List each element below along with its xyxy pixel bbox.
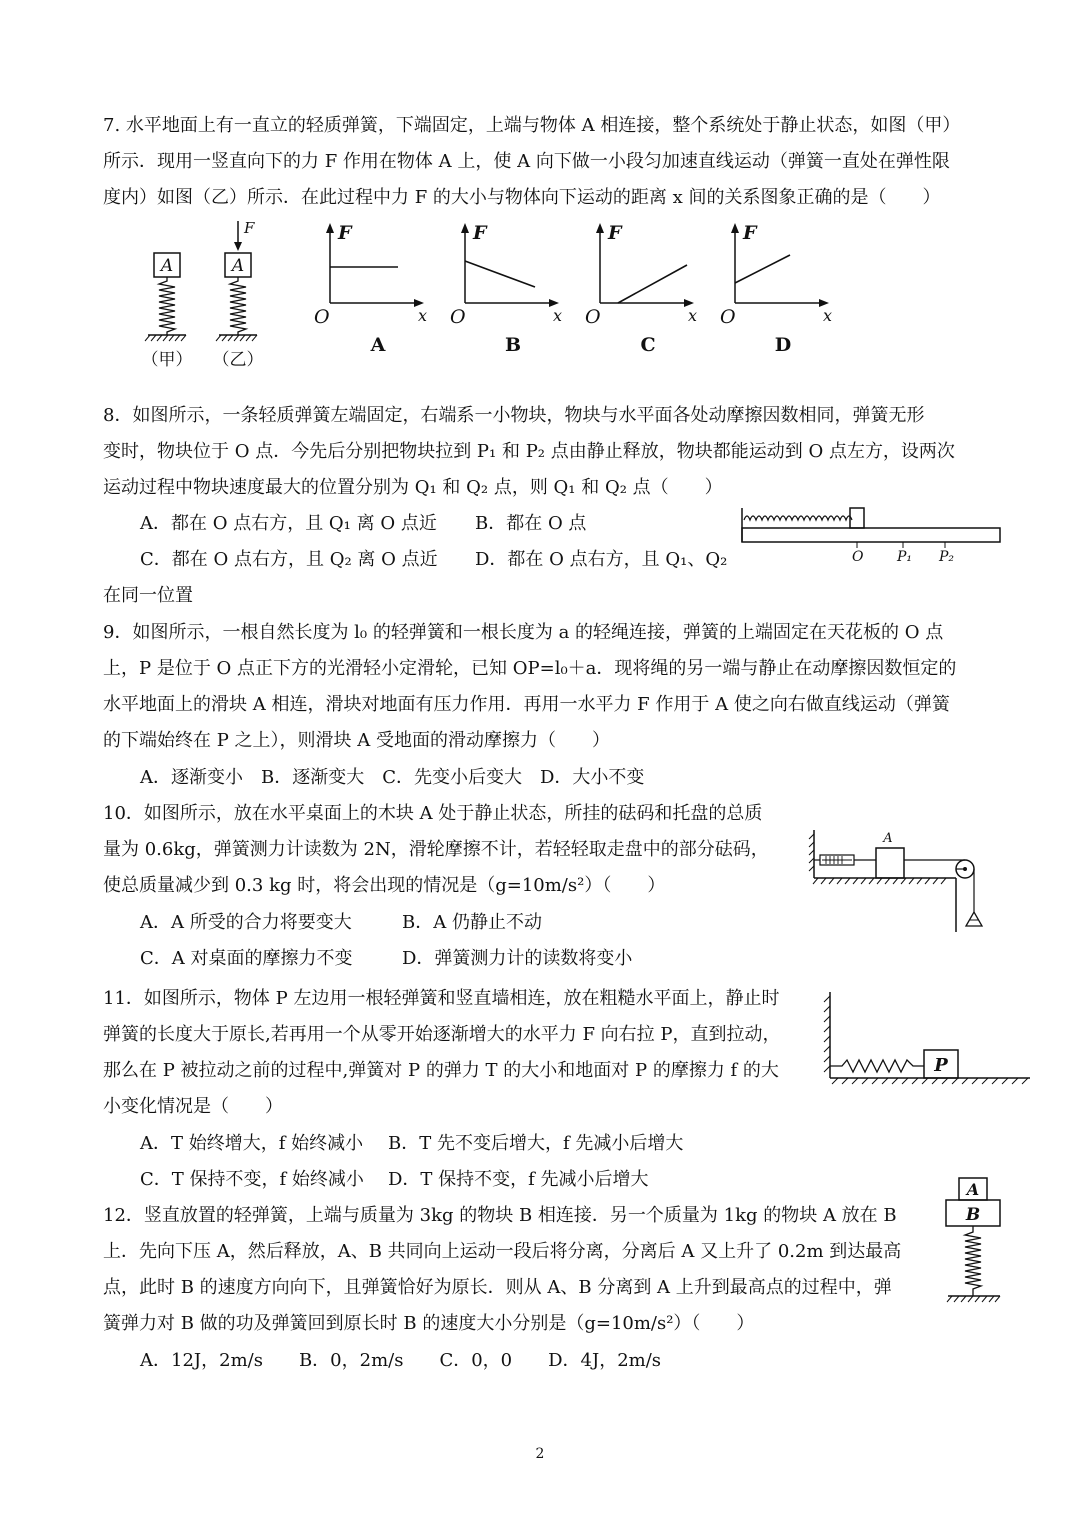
choice-label-c: C [640,334,656,356]
q11-option-c: C．T 保持不变，f 始终减小 [140,1169,364,1190]
q11-option-d: D．T 保持不变，f 先减小后增大 [388,1169,649,1190]
block-a-label: A [966,1180,980,1199]
q10-line-2: 量为 0.6kg，弹簧测力计读数为 2N，滑轮摩擦不计，若轻轻取走盘中的部分砝码， [103,839,769,860]
svg-text:O: O [720,306,736,328]
block-a-label: A [231,256,245,276]
svg-text:P₁: P₁ [897,549,913,565]
q10-line-1: 10．如图所示，放在水平桌面上的木块 A 处于静止状态，所挂的砝码和托盘的总质 [103,803,763,824]
label-jia: （甲） [141,350,193,370]
q9-line-1: 9．如图所示，一根自然长度为 l₀ 的轻弹簧和一根长度为 a 的轻绳连接，弹簧的上端固定在天花板的 O 点 [103,622,944,643]
q8-option-a: A．都在 O 点右方，且 Q₁ 离 O 点近 [140,513,437,534]
weight-tray-icon [966,912,982,926]
block-p-label: P [934,1055,948,1076]
graph-a [314,222,427,356]
q12-figure [940,1172,1005,1312]
block-a-label: A [160,256,174,276]
spring-icon [965,1226,981,1296]
q12-line-1: 12．竖直放置的轻弹簧，上端与质量为 3kg 的物块 B 相连接．另一个质量为 1kg 的物块 A 放在 B [103,1205,897,1226]
q7-line-2: 所示．现用一竖直向下的力 F 作用在物体 A 上，使 A 向下做一小段匀加速直线运动（弹簧一直处在弹性限 [103,151,950,172]
graph-b [450,222,562,356]
svg-text:P₂: P₂ [939,549,955,565]
svg-text:x: x [418,306,428,325]
q11-figure [820,990,1035,1085]
q11-line-4: 小变化情况是（ ） [103,1096,283,1117]
q11-line-1: 11．如图所示，物体 P 左边用一根轻弹簧和竖直墙相连，放在粗糙水平面上，静止时 [103,988,780,1009]
spring-figure-yi [213,219,264,370]
spring-figure-jia [142,253,193,370]
svg-text:F: F [338,222,352,244]
svg-text:F: F [608,222,622,244]
q7-line-1: 7. 水平地面上有一直立的轻质弹簧，下端固定，上端与物体 A 相连接，整个系统处于静止状态，如图（甲） [103,115,961,136]
q8-line-1: 8．如图所示，一条轻质弹簧左端固定，右端系一小物块，物块与水平面各处动摩擦因数相同，弹簧无形 [103,405,925,426]
q7-figure [130,215,870,375]
q11-line-2: 弹簧的长度大于原长,若再用一个从零开始逐渐增大的水平力 F 向右拉 P，直到拉动， [103,1024,781,1045]
svg-text:F: F [473,222,487,244]
q10-option-a: A．A 所受的合力将要变大 [140,912,352,933]
block-b-label: B [965,1205,981,1225]
q9-line-3: 水平地面上的滑块 A 相连，滑块对地面有压力作用．再用一水平力 F 作用于 A 使之向右做直线运动（弹簧 [103,694,950,715]
choice-label-b: B [504,334,522,356]
q11-line-3: 那么在 P 被拉动之前的过程中,弹簧对 P 的弹力 T 的大小和地面对 P 的摩擦力 f 的大 [103,1060,779,1081]
svg-text:x: x [823,306,833,325]
graph-c [585,222,697,356]
q10-line-3: 使总质量减少到 0.3 kg 时，将会出现的情况是（g=10m/s²）（ ） [103,875,666,896]
svg-text:x: x [553,306,563,325]
svg-text:O: O [585,306,601,328]
svg-text:F: F [743,222,757,244]
block [850,508,864,528]
q10-option-b: B．A 仍静止不动 [402,912,542,933]
q7-line-3: 度内）如图（乙）所示．在此过程中力 F 的大小与物体向下运动的距离 x 间的关系图象正确的是（ ） [103,187,941,208]
svg-text:O: O [450,306,466,328]
q10-figure [808,826,993,936]
q8-option-d: D．都在 O 点右方，且 Q₁、Q₂ [475,549,728,570]
q8-line-2: 变时，物块位于 O 点．今先后分别把物块拉到 P₁ 和 P₂ 点由静止释放，物块都能运动到 O 点左方，设两次 [103,441,955,462]
block-a-label: A [883,831,893,846]
q10-option-c: C．A 对桌面的摩擦力不变 [140,948,353,969]
spring-icon [744,516,852,520]
choice-label-a: A [370,334,386,356]
q12-line-2: 上．先向下压 A，然后释放，A、B 共同向上运动一段后将分离，分离后 A 又上升了 0.2m 到达最高 [103,1241,902,1262]
q11-option-a: A．T 始终增大，f 始终减小 [140,1133,364,1154]
q8-option-b: B．都在 O 点 [475,513,587,534]
force-arrow-icon [234,242,242,251]
svg-text:x: x [688,306,698,325]
q8-figure [740,500,1005,570]
page-number: 2 [535,1446,545,1462]
spring-icon [830,1060,924,1072]
svg-text:O: O [852,549,864,565]
choice-label-d: D [774,334,792,356]
graph-d [720,222,832,356]
q10-option-d: D．弹簧测力计的读数将变小 [402,948,633,969]
q11-option-b: B．T 先不变后增大，f 先减小后增大 [388,1133,684,1154]
q8-line-3: 运动过程中物块速度最大的位置分别为 Q₁ 和 Q₂ 点，则 Q₁ 和 Q₂ 点（ ） [103,477,723,498]
label-yi: （乙） [212,350,264,370]
q12-line-3: 点，此时 B 的速度方向向下，且弹簧恰好为原长．则从 A、B 分离到 A 上升到最高点的过程中，弹 [103,1277,892,1298]
q8-option-c: C．都在 O 点右方，且 Q₂ 离 O 点近 [140,549,438,570]
q12-line-4: 簧弹力对 B 做的功及弹簧回到原长时 B 的速度大小分别是（g=10m/s²）（ ） [103,1313,755,1334]
q8-option-d-cont: 在同一位置 [103,585,193,606]
q9-line-2: 上，P 是位于 O 点正下方的光滑轻小定滑轮，已知 OP=l₀＋a．现将绳的另一端与静止在动摩擦因数恒定的 [103,658,957,679]
force-label: F [244,219,255,237]
q9-options: A．逐渐变小 B．逐渐变大 C．先变小后变大 D．大小不变 [140,767,645,788]
q9-line-4: 的下端始终在 P 之上），则滑块 A 受地面的滑动摩擦力（ ） [103,730,610,751]
q12-options: A．12J，2m/s B．0，2m/s C．0，0 D．4J，2m/s [140,1350,662,1371]
svg-text:O: O [314,306,330,328]
